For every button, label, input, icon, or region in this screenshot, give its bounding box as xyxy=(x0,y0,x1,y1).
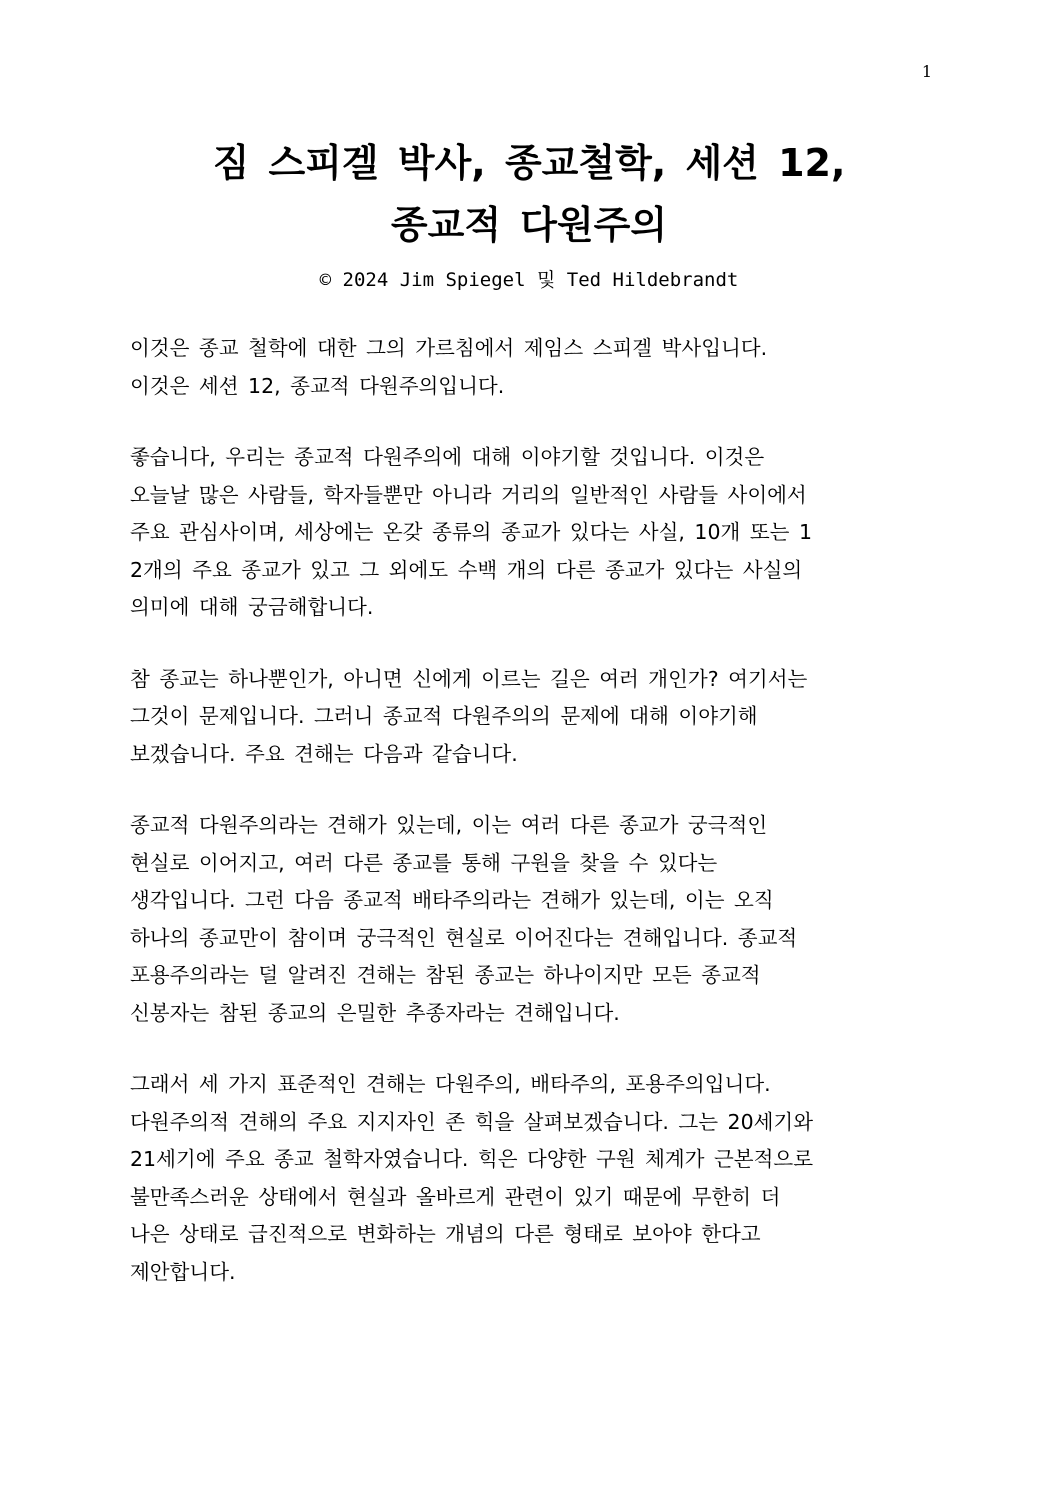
text-line: 좋습니다, 우리는 종교적 다원주의에 대해 이야기할 것입니다. 이것은 xyxy=(130,445,765,469)
text-line: 참 종교는 하나뿐인가, 아니면 신에게 이르는 길은 여러 개인가? 여기서는 xyxy=(130,666,808,691)
text-line: 이것은 종교 철학에 대한 그의 가르침에서 제임스 스피겔 박사입니다. xyxy=(130,336,768,360)
text-line: 제안합니다. xyxy=(130,1259,236,1284)
title-line: 짐 스피겔 박사, 종교철학, 세션 12, xyxy=(212,141,846,185)
text-line: 오늘날 많은 사람들, 학자들뿐만 아니라 거리의 일반적인 사람들 사이에서 xyxy=(130,482,807,507)
text-line: 현실로 이어지고, 여러 다른 종교를 통해 구원을 찾을 수 있다는 xyxy=(130,850,718,875)
text-line: 주요 관심사이며, 세상에는 온갖 종류의 종교가 있다는 사실, 10개 또는 1 xyxy=(130,520,813,544)
paragraph xyxy=(130,1066,930,1291)
text-line: 21세기에 주요 종교 철학자였습니다. 힉은 다양한 구원 체계가 근본적으로 xyxy=(130,1147,814,1171)
paragraph xyxy=(130,661,930,774)
text-line: 보겠습니다. 주요 견해는 다음과 같습니다. xyxy=(130,741,518,766)
text-line: 그것이 문제입니다. 그러니 종교적 다원주의의 문제에 대해 이야기해 xyxy=(130,704,758,728)
text-line: 그래서 세 가지 표준적인 견해는 다원주의, 배타주의, 포용주의입니다. xyxy=(130,1072,771,1096)
copyright-line: © 2024 Jim Spiegel 및 Ted Hildebrandt xyxy=(319,269,739,291)
text-line: 신봉자는 참된 종교의 은밀한 추종자라는 견해입니다. xyxy=(130,1000,620,1025)
document-body xyxy=(130,330,930,1325)
text-line: 이것은 세션 12, 종교적 다원주의입니다. xyxy=(130,373,505,398)
text-line: 불만족스러운 상태에서 현실과 올바르게 관련이 있기 때문에 무한히 더 xyxy=(130,1184,781,1209)
text-line: 포용주의라는 덜 알려진 견해는 참된 종교는 하나이지만 모든 종교적 xyxy=(130,963,761,987)
paragraph xyxy=(130,330,930,405)
paragraph xyxy=(130,807,930,1032)
paragraph xyxy=(130,439,930,627)
text-line: 나은 상태로 급진적으로 변화하는 개념의 다른 형태로 보아야 한다고 xyxy=(130,1222,761,1246)
title-line: 종교적 다원주의 xyxy=(390,203,668,247)
text-line: 다원주의적 견해의 주요 지지자인 존 힉을 살펴보겠습니다. 그는 20세기와 xyxy=(130,1109,814,1134)
text-line: 하나의 종교만이 참이며 궁극적인 현실로 이어진다는 견해입니다. 종교적 xyxy=(130,925,798,950)
text-line: 생각입니다. 그런 다음 종교적 배타주의라는 견해가 있는데, 이는 오직 xyxy=(130,888,774,912)
text-line: 의미에 대해 궁금해합니다. xyxy=(130,595,374,619)
text-line: 2개의 주요 종교가 있고 그 외에도 수백 개의 다른 종교가 있다는 사실의 xyxy=(130,557,803,582)
page-number: 1 xyxy=(921,62,932,81)
document-title xyxy=(0,132,1058,256)
text-line: 종교적 다원주의라는 견해가 있는데, 이는 여러 다른 종교가 궁극적인 xyxy=(130,813,768,837)
